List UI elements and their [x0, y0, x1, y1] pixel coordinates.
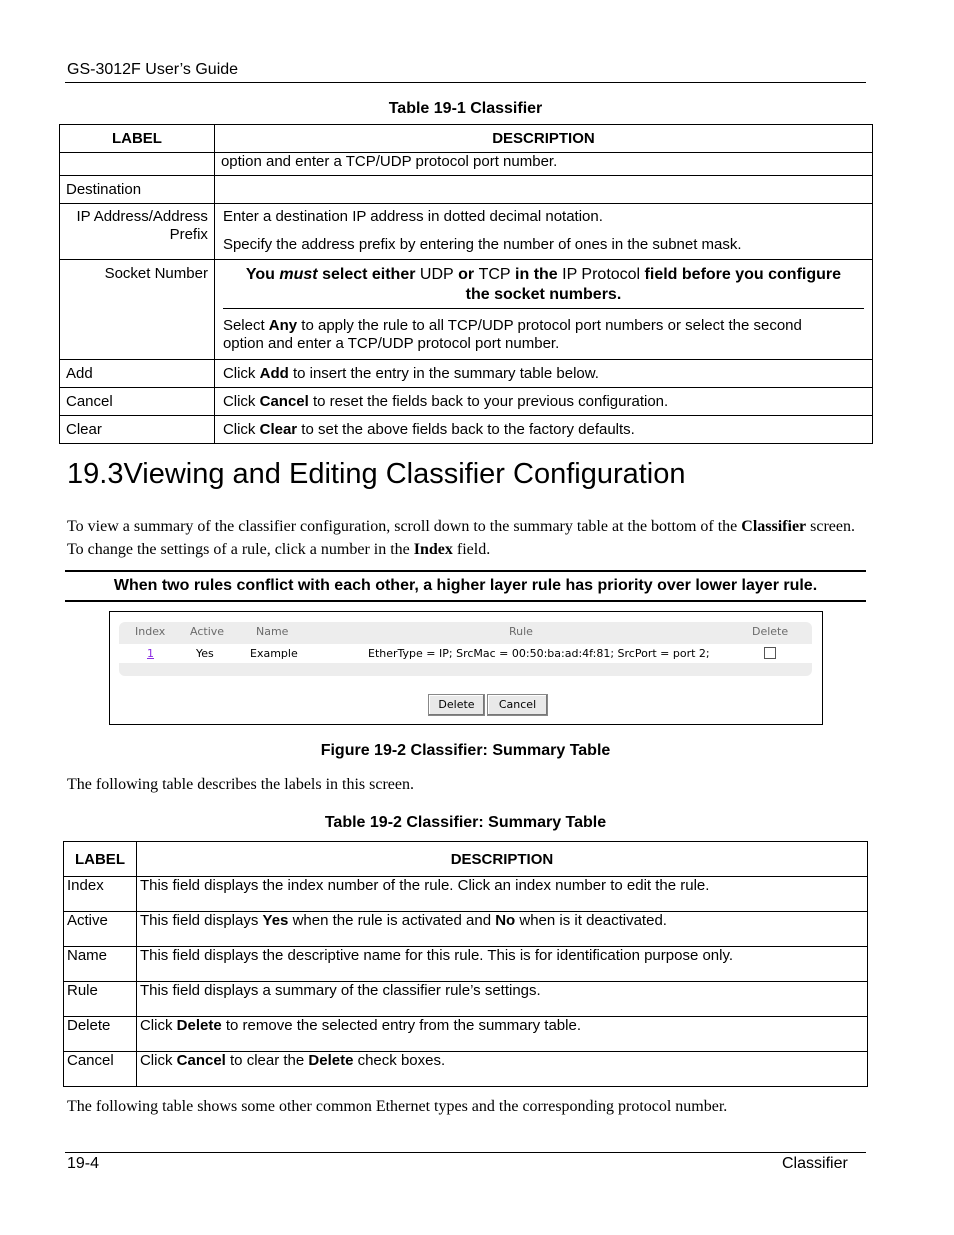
- socket-note: [223, 265, 864, 309]
- table-row: [119, 644, 812, 663]
- delete-checkbox[interactable]: [764, 647, 776, 659]
- active-value: Yes: [196, 647, 214, 660]
- cancel-button[interactable]: Cancel: [487, 694, 548, 716]
- table1-desc-clear: [214, 416, 872, 444]
- summary-panel: [119, 622, 812, 676]
- desc-bold: Yes: [262, 912, 289, 929]
- desc-bold: Cancel: [176, 1052, 226, 1069]
- priority-note: When two rules conflict with each other, a higher layer rule has priority over lower layer rule.: [65, 570, 866, 602]
- table1-caption: Table 19-1 Classifier: [388, 100, 543, 117]
- desc-text: when is it deactivated.: [515, 912, 667, 929]
- desc-text: to reset the fields back to your previous configuration.: [308, 392, 669, 410]
- col-header-index: Index: [135, 625, 166, 638]
- note-text: field before you configure: [640, 266, 842, 283]
- summary-table-screenshot: [109, 611, 823, 725]
- table1-desc-socket-number: [214, 260, 872, 360]
- note-udp: UDP: [419, 266, 454, 283]
- table1-cell-empty: [214, 176, 872, 204]
- note-line2: the socket numbers.: [465, 286, 622, 303]
- desc-text: to apply the rule to all TCP/UDP protocol port numbers or select the second: [297, 317, 802, 334]
- section-heading: 19.3Viewing and Editing Classifier Configuration: [67, 458, 686, 490]
- col-header-rule: Rule: [509, 625, 533, 638]
- table2-label-header: LABEL: [64, 842, 137, 877]
- desc-text: This field displays: [139, 912, 263, 929]
- chapter-name: Classifier: [782, 1155, 848, 1172]
- table1-description-header: DESCRIPTION: [214, 125, 872, 153]
- col-header-name: Name: [256, 625, 289, 638]
- socket-desc: [223, 317, 864, 353]
- desc-text: Click: [222, 392, 260, 410]
- name-value: Example: [250, 647, 298, 660]
- table1-label-destination: Destination: [60, 176, 215, 204]
- table1-label-add: Add: [60, 360, 215, 388]
- running-header-title: GS-3012F User’s Guide: [67, 61, 239, 78]
- desc-text: Select: [222, 317, 269, 334]
- table1-label-ip-address: [60, 204, 215, 260]
- col-header-delete: Delete: [752, 625, 789, 638]
- table2-desc-active: [136, 912, 867, 947]
- note-text: or: [453, 266, 479, 283]
- table2-desc-delete: [136, 1017, 867, 1052]
- desc-line2: option and enter a TCP/UDP protocol port number.: [222, 335, 560, 352]
- note-ip-protocol: IP Protocol: [562, 266, 641, 283]
- ip-label-line2: Prefix: [169, 226, 208, 243]
- desc-text: Click: [222, 420, 260, 438]
- table2-desc-index: This field displays the index number of the rule. Click an index number to edit the rule.: [136, 877, 867, 912]
- ip-desc-line1: Enter a destination IP address in dotted decimal notation.: [222, 208, 603, 225]
- desc-text: check boxes.: [353, 1052, 446, 1069]
- desc-bold: Add: [259, 364, 289, 382]
- table2-description-header: DESCRIPTION: [136, 842, 867, 877]
- ip-label-line1: IP Address/Address: [76, 208, 208, 225]
- table2-label-cancel: Cancel: [64, 1052, 137, 1087]
- para-text: To view a summary of the classifier configuration, scroll down to the summary table at the bottom of the: [67, 518, 742, 535]
- table1-desc-ip-address: [214, 204, 872, 260]
- desc-text: Click: [139, 1052, 177, 1069]
- desc-text: to remove the selected entry from the summary table.: [221, 1017, 581, 1034]
- desc-text: to set the above fields back to the factory defaults.: [297, 420, 635, 438]
- desc-text: to insert the entry in the summary table below.: [288, 364, 599, 382]
- desc-bold-any: Any: [268, 317, 298, 334]
- desc-text: Click: [222, 364, 260, 382]
- table1-cell-empty: [60, 153, 215, 176]
- para-text: screen. To change the settings of a rule, click a number in the: [67, 518, 855, 558]
- table2-desc-cancel: [136, 1052, 867, 1087]
- desc-text: when the rule is activated and: [288, 912, 496, 929]
- rule-value: EtherType = IP; SrcMac = 00:50:ba:ad:4f:81; SrcPort = port 2;: [368, 647, 710, 660]
- delete-button[interactable]: Delete: [428, 694, 485, 716]
- desc-bold: Delete: [308, 1052, 354, 1069]
- paragraph-labels: The following table describes the labels in this screen.: [67, 776, 415, 793]
- note-text: in the: [510, 266, 563, 283]
- table1-label-header: LABEL: [60, 125, 215, 153]
- ip-desc-line2: Specify the address prefix by entering the number of ones in the subnet mask.: [222, 236, 742, 253]
- table2-label-delete: Delete: [64, 1017, 137, 1052]
- table2-label-active: Active: [64, 912, 137, 947]
- table1-desc-cancel: [214, 388, 872, 416]
- para-bold-classifier: Classifier: [741, 518, 807, 535]
- note-tcp: TCP: [478, 266, 511, 283]
- table1-desc-add: [214, 360, 872, 388]
- figure-caption: Figure 19-2 Classifier: Summary Table: [320, 742, 611, 759]
- table1-label-socket-number: Socket Number: [60, 260, 215, 360]
- paragraph-ethernet-types: The following table shows some other common Ethernet types and the corresponding protocol number.: [67, 1098, 728, 1115]
- index-link[interactable]: 1: [147, 647, 154, 660]
- note-text: select either: [317, 266, 420, 283]
- desc-text: Click: [139, 1017, 177, 1034]
- table2-label-rule: Rule: [64, 982, 137, 1017]
- note-emphasis: must: [279, 266, 318, 283]
- desc-bold: Delete: [176, 1017, 222, 1034]
- intro-paragraph: [67, 515, 867, 561]
- header-divider: [65, 82, 866, 83]
- para-text: field.: [452, 541, 491, 558]
- table2-caption: Table 19-2 Classifier: Summary Table: [324, 814, 607, 831]
- table2-desc-rule: This field displays a summary of the classifier rule’s settings.: [136, 982, 867, 1017]
- desc-bold: No: [495, 912, 516, 929]
- table2-label-name: Name: [64, 947, 137, 982]
- para-bold-index: Index: [413, 541, 453, 558]
- desc-bold: Cancel: [259, 392, 309, 410]
- desc-text: to clear the: [225, 1052, 309, 1069]
- col-header-active: Active: [190, 625, 225, 638]
- table1-label-cancel: Cancel: [60, 388, 215, 416]
- table2-label-index: Index: [64, 877, 137, 912]
- footer-divider: [65, 1152, 866, 1153]
- page-number: 19-4: [67, 1155, 100, 1172]
- desc-bold: Clear: [259, 420, 298, 438]
- table1-label-clear: Clear: [60, 416, 215, 444]
- table2-desc-name: This field displays the descriptive name for this rule. This is for identification purpose only.: [136, 947, 867, 982]
- classifier-table: [59, 124, 873, 444]
- note-text: You: [245, 266, 280, 283]
- summary-labels-table: [63, 841, 868, 1087]
- table1-continued-description: option and enter a TCP/UDP protocol port number.: [214, 153, 872, 176]
